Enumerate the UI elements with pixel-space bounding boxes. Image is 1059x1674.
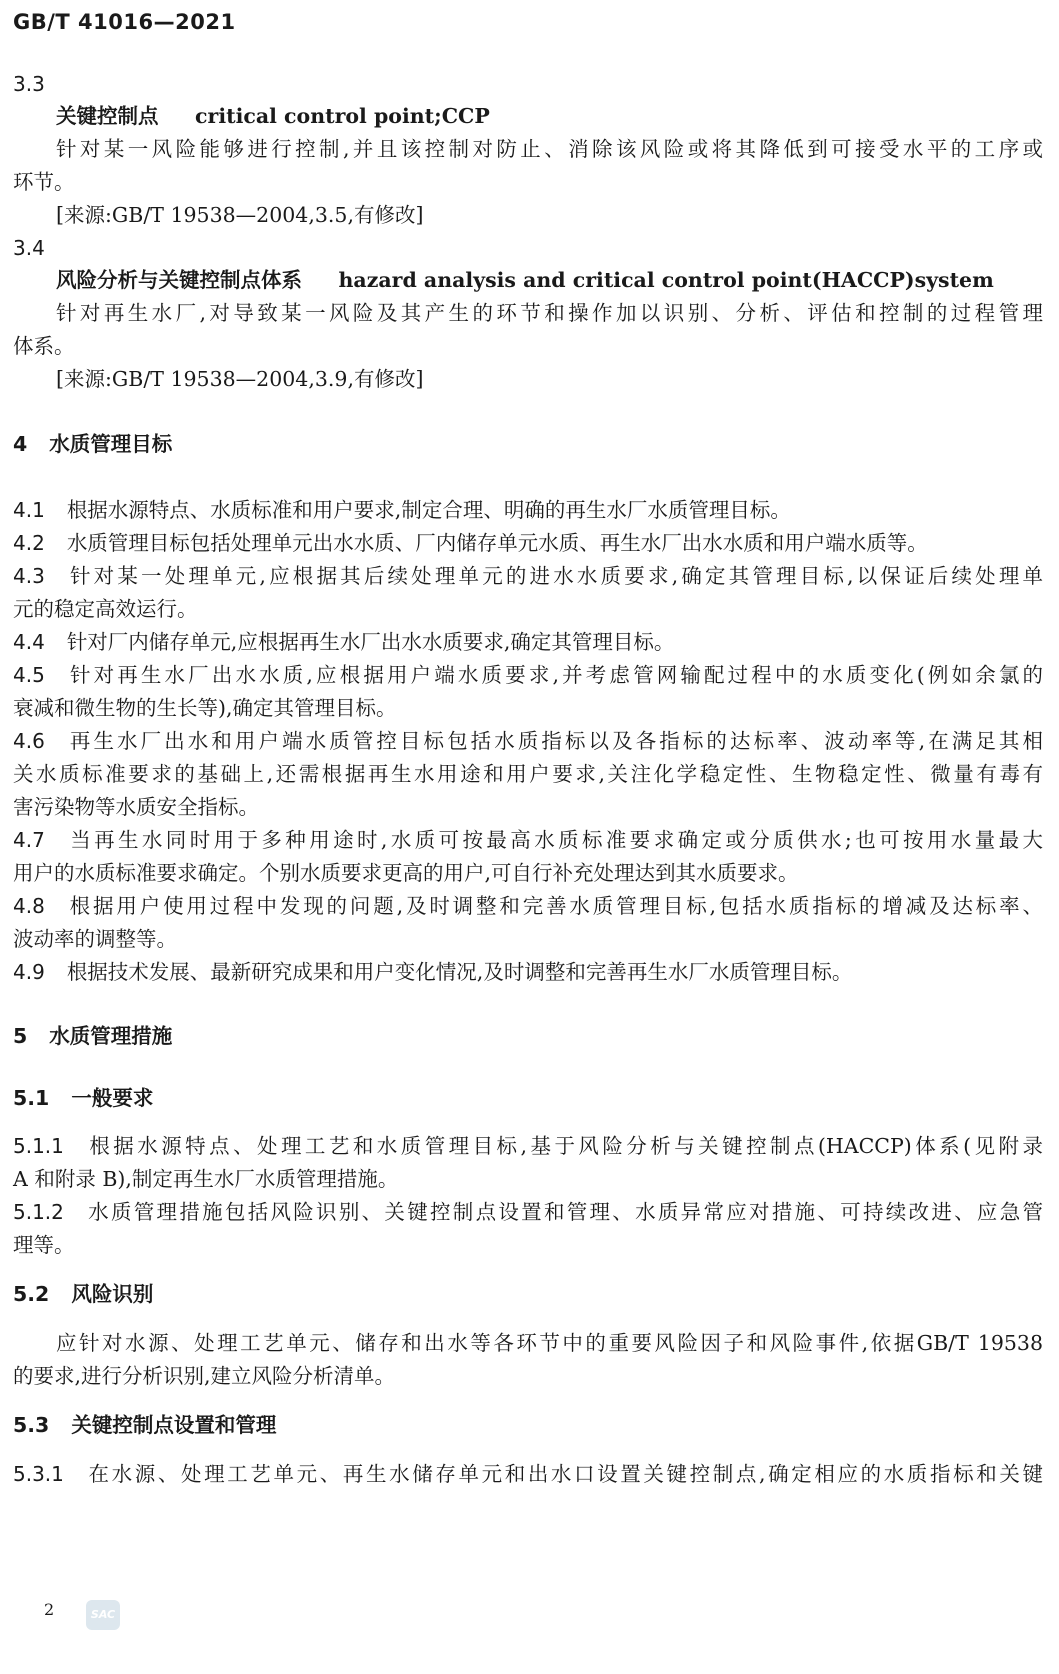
clause-text: 针对再生水厂出水水质,应根据用户端水质要求,并考虑管网输配过程中的水质变化(例如余氯的	[66, 663, 1043, 687]
definition-line: 环节。	[13, 170, 75, 194]
term-cn: 关键控制点	[56, 104, 159, 128]
section-number: 4	[13, 432, 28, 456]
term-en: critical control point;CCP	[195, 104, 490, 128]
page-number: 2	[44, 1600, 55, 1619]
clause-4-7	[13, 826, 1043, 854]
subsection-number: 5.1	[13, 1086, 50, 1110]
subsection-number: 5.3	[13, 1413, 50, 1437]
sac-logo-text: SAC	[90, 1608, 116, 1621]
definition-line: 针对再生水厂,对导致某一风险及其产生的环节和操作加以识别、分析、评估和控制的过程管理	[56, 301, 1043, 325]
subsection-number: 5.2	[13, 1282, 50, 1306]
clause-number: 4.4	[13, 630, 45, 654]
clause-text: 根据水源特点、水质标准和用户要求,制定合理、明确的再生水厂水质管理目标。	[66, 498, 791, 522]
clause-4-6	[13, 727, 1043, 755]
section-title: 水质管理目标	[49, 432, 173, 456]
term-cn: 风险分析与关键控制点体系	[56, 268, 302, 292]
clause-5-1-2	[13, 1198, 1043, 1226]
clause-text-cont: A 和附录 B),制定再生水厂水质管理措施。	[13, 1167, 399, 1191]
clause-text-cont: 波动率的调整等。	[13, 927, 177, 951]
clause-4-1	[13, 496, 1043, 524]
clause-number-3-3: 3.3	[13, 72, 45, 96]
clause-text: 水质管理措施包括风险识别、关键控制点设置和管理、水质异常应对措施、可持续改进、应急管	[85, 1200, 1043, 1224]
clause-number: 5.1.1	[13, 1134, 64, 1158]
clause-text: 针对厂内储存单元,应根据再生水厂出水水质要求,确定其管理目标。	[66, 630, 675, 654]
definition-line: 针对某一风险能够进行控制,并且该控制对防止、消除该风险或将其降低到可接受水平的工序或	[56, 137, 1043, 161]
clause-4-2	[13, 529, 1043, 557]
clause-number: 4.5	[13, 663, 45, 687]
clause-text-cont: 害污染物等水质安全指标。	[13, 795, 259, 819]
clause-text: 在水源、处理工艺单元、再生水储存单元和出水口设置关键控制点,确定相应的水质指标和关键	[85, 1462, 1043, 1486]
clause-text-cont: 用户的水质标准要求确定。个别水质要求更高的用户,可自行补充处理达到其水质要求。	[13, 861, 799, 885]
clause-number: 4.6	[13, 729, 45, 753]
subsection-heading-5-3	[13, 1411, 1043, 1439]
subsection-heading-5-2	[13, 1280, 1043, 1308]
section-heading-4	[13, 430, 1043, 458]
clause-text-cont: 衰减和微生物的生长等),确定其管理目标。	[13, 696, 397, 720]
subsection-title: 一般要求	[71, 1086, 154, 1110]
paragraph-line: 应针对水源、处理工艺单元、储存和出水等各环节中的重要风险因子和风险事件,依据GB/T 19538	[56, 1331, 1043, 1355]
clause-5-1-1	[13, 1132, 1043, 1160]
source-note: [来源:GB/T 19538—2004,3.5,有修改]	[56, 203, 424, 227]
source-note: [来源:GB/T 19538—2004,3.9,有修改]	[56, 367, 424, 391]
clause-text: 根据技术发展、最新研究成果和用户变化情况,及时调整和完善再生水厂水质管理目标。	[66, 960, 853, 984]
clause-text-cont: 关水质标准要求的基础上,还需根据再生水用途和用户要求,关注化学稳定性、生物稳定性、微量有毒有	[13, 762, 1043, 786]
subsection-title: 关键控制点设置和管理	[71, 1413, 277, 1437]
clause-number: 4.3	[13, 564, 45, 588]
sac-logo	[86, 1600, 120, 1630]
clause-number-3-4: 3.4	[13, 236, 45, 260]
clause-number: 5.1.2	[13, 1200, 64, 1224]
section-title: 水质管理措施	[49, 1024, 173, 1048]
clause-number: 4.8	[13, 894, 45, 918]
subsection-heading-5-1	[13, 1084, 1043, 1112]
term-3-3	[56, 102, 1036, 130]
clause-text: 再生水厂出水和用户端水质管控目标包括水质指标以及各指标的达标率、波动率等,在满足其相	[66, 729, 1043, 753]
clause-4-3	[13, 562, 1043, 590]
term-en: hazard analysis and critical control point(HACCP)system	[338, 268, 994, 292]
standard-code-header: GB/T 41016—2021	[13, 10, 236, 34]
clause-number: 4.7	[13, 828, 45, 852]
clause-text: 根据用户使用过程中发现的问题,及时调整和完善水质管理目标,包括水质指标的增减及达标率、	[66, 894, 1043, 918]
definition-line: 体系。	[13, 334, 75, 358]
clause-number: 5.3.1	[13, 1462, 64, 1486]
clause-number: 4.1	[13, 498, 45, 522]
clause-number: 4.9	[13, 960, 45, 984]
clause-text-cont: 理等。	[13, 1233, 75, 1257]
clause-5-3-1	[13, 1460, 1043, 1488]
clause-text: 根据水源特点、处理工艺和水质管理目标,基于风险分析与关键控制点(HACCP)体系(见附录	[85, 1134, 1043, 1158]
clause-text: 水质管理目标包括处理单元出水水质、厂内储存单元水质、再生水厂出水水质和用户端水质等。	[66, 531, 928, 555]
clause-4-4	[13, 628, 1043, 656]
clause-text: 当再生水同时用于多种用途时,水质可按最高水质标准要求确定或分质供水;也可按用水量最大	[66, 828, 1043, 852]
term-3-4	[56, 266, 1036, 294]
clause-4-8	[13, 892, 1043, 920]
clause-4-9	[13, 958, 1043, 986]
section-number: 5	[13, 1024, 28, 1048]
clause-text-cont: 元的稳定高效运行。	[13, 597, 198, 621]
paragraph-line: 的要求,进行分析识别,建立风险分析清单。	[13, 1364, 396, 1388]
clause-text: 针对某一处理单元,应根据其后续处理单元的进水水质要求,确定其管理目标,以保证后续处理单	[66, 564, 1043, 588]
section-heading-5	[13, 1022, 1043, 1050]
clause-4-5	[13, 661, 1043, 689]
clause-number: 4.2	[13, 531, 45, 555]
subsection-title: 风险识别	[71, 1282, 154, 1306]
